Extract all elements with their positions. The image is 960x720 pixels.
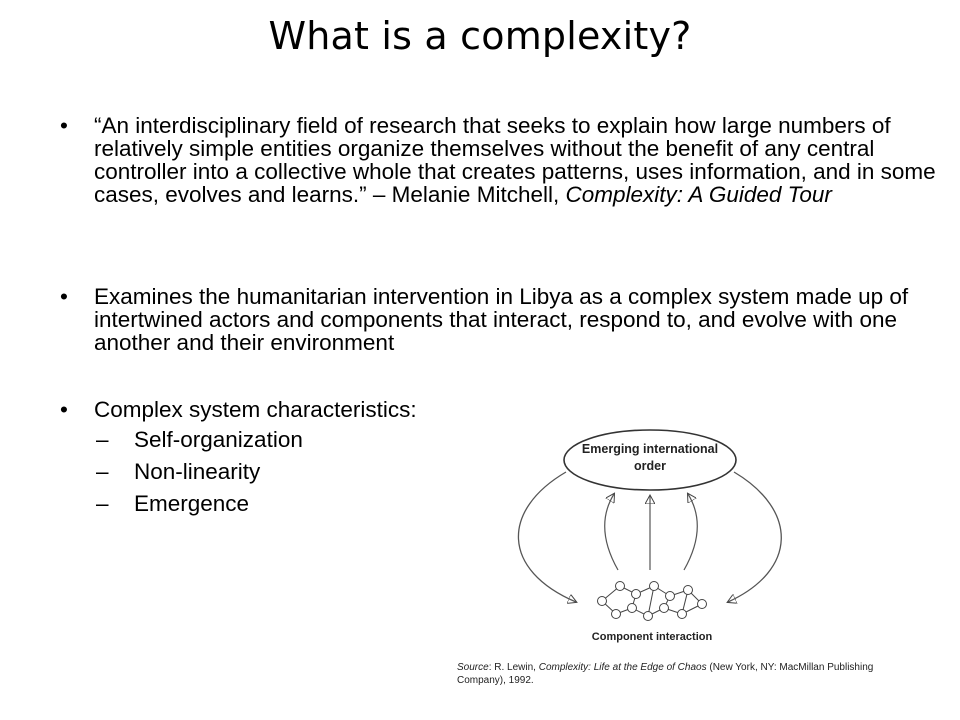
component-network <box>598 582 707 621</box>
top-label-line2: order <box>634 459 666 473</box>
source-citation <box>457 661 877 687</box>
definition-quote: “An interdisciplinary field of research that seeks to explain how large numbers of relatively simple entities organize themselves without the benefit of any central controller into a collective whole that creates patterns, uses information, and in some cases, evolves and learns.” – Melanie Mitchell, <box>94 113 936 207</box>
bullet-dot: • <box>60 113 68 138</box>
upward-arrow-left <box>605 494 618 570</box>
definition-book-title: Complexity: A Guided Tour <box>565 182 832 207</box>
emergence-diagram <box>506 420 806 650</box>
bullet-dot: • <box>60 397 68 422</box>
source-book-title: Complexity: Life at the Edge of Chaos <box>538 662 707 673</box>
source-prefix: Source <box>457 662 489 673</box>
libya-text: Examines the humanitarian intervention in Libya as a complex system made up of intertwined actors and components that interact, respond to, and evolve with one another and their environment <box>94 284 909 355</box>
characteristics-text: Complex system characteristics: <box>94 397 417 422</box>
bullet-definition <box>60 114 949 206</box>
bullet-characteristics <box>60 398 949 421</box>
upward-arrow-right <box>684 494 697 570</box>
sub-dash: – <box>96 491 109 516</box>
sub-item-self-organization <box>96 428 303 451</box>
slide-title: What is a complexity? <box>268 14 692 58</box>
sub-item-label: Non-linearity <box>134 459 261 484</box>
right-feedback-arrow <box>728 472 781 602</box>
bullet-dot: • <box>60 284 68 309</box>
source-text-2: (New York, NY: MacMillan Publishing Company), 1992. <box>457 662 874 686</box>
source-text-1: : R. Lewin, <box>488 662 539 673</box>
sub-item-non-linearity <box>96 460 260 483</box>
sub-item-label: Self-organization <box>134 427 303 452</box>
top-label-line1: Emerging international <box>581 442 719 456</box>
sub-item-label: Emergence <box>134 491 250 516</box>
sub-dash: – <box>96 427 109 452</box>
sub-item-emergence <box>96 492 249 515</box>
left-feedback-arrow <box>518 472 576 602</box>
sub-dash: – <box>96 459 109 484</box>
bullet-libya <box>60 285 949 354</box>
bottom-label: Component interaction <box>591 631 713 643</box>
